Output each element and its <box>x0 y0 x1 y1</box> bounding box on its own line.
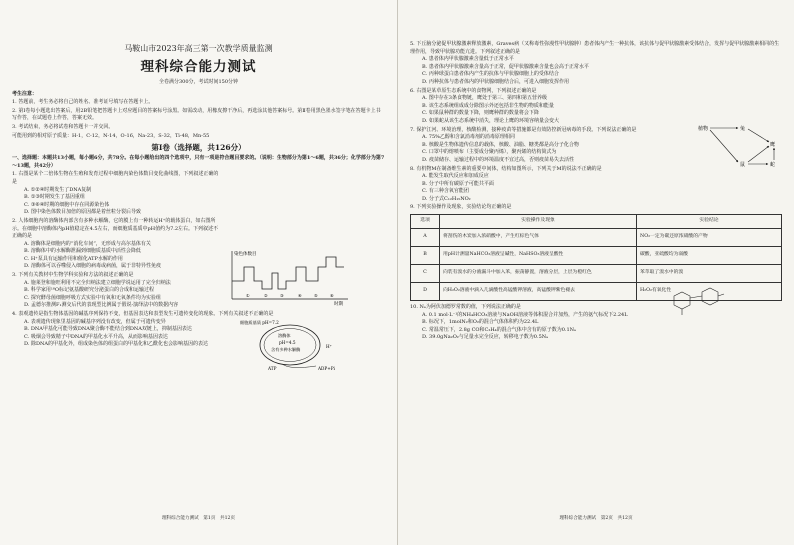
q5-option-a: A. 患者体内甲状腺激素含量低于正常水平 <box>422 56 514 63</box>
fig1-y-label: 染色体数目 <box>234 252 257 257</box>
row-c-label: C <box>411 265 440 283</box>
fig2-ph-in: pH=4.5 <box>279 340 296 345</box>
row-b-label: B <box>411 247 440 265</box>
row-b-conclusion: 碳酸，亚硫酸均为弱酸 <box>637 247 782 265</box>
fig1-x-label: 时期 <box>334 302 343 307</box>
q4-option-d: D. 除DNA的甲基化外，组成染色体的组蛋白的甲基化和乙酰化也会影响基因的表达 <box>24 341 209 348</box>
notice-2: 2. 第Ⅰ卷每小题选出答案后，用2B铅笔把答题卡上对应题目的答案标号涂黑。如需改动，用橡皮擦干净后，再选涂其他答案标号。第Ⅱ卷用黑色墨水签字笔在答题卡上书写作答，在试题卷上作答，答案无效。 <box>12 107 381 122</box>
table-row <box>411 247 782 265</box>
question-6: 6. 右图是某草原生态系统中的食物网，下列叙述正确的是 <box>410 87 537 94</box>
lysosome-figure <box>238 318 358 372</box>
fig2-atp: ATP <box>268 366 277 371</box>
row-d-label: D <box>411 283 440 301</box>
q8-option-d: D. 分子式C₁₂H₁₅NO₂ <box>422 195 471 202</box>
q2-option-b: B. 溶酶体中的水解酶泄漏到细胞质基质中活性会降低 <box>24 248 141 255</box>
row-b-operation: 用pH计测量NaHCO₃溶液呈碱性，NaHSO₃溶液呈酸性 <box>440 247 637 265</box>
question-5: 5. 下丘脑分泌促甲状腺激素释放激素，Graves病（又称毒性弥漫性甲状腺肿）患者体内产生一种抗体，该抗体与促甲状腺激素受体结合，发挥与促甲状腺激素相同的生理作用，导致甲状腺功能亢进。下列叙述正确的是 <box>410 41 780 55</box>
q10-option-d: D. 39.0gNa₂O₂与足量水完全反应，转移电子数为0.5Nₐ <box>422 334 549 341</box>
q8-option-b: B. 分子中所有碳原子可能共平面 <box>422 180 494 187</box>
question-7: 7. 保护江河、环境治理，核酸检测，接种疫苗等措施都是有效防控新冠病毒的手段。下列说法正确的是 <box>410 126 637 133</box>
q10-option-c: C. 常温常压下，2.8g CO和C₂H₄的混合气体中含有的原子数为0.1Nₐ <box>422 326 576 333</box>
fig1-mark-4: ④ <box>298 293 302 298</box>
q3-option-c: C. 探究酵母菌细胞呼吸方式实验中有氧和无氧条件均为实验组 <box>24 294 161 301</box>
table-row <box>411 229 782 247</box>
fig1-mark-1: ① <box>246 293 250 298</box>
table-row <box>411 265 782 283</box>
q7-option-a: A. 75%乙醇和含氯消毒剂的消毒原理相同 <box>422 134 515 141</box>
food-web-plant: 植物 <box>698 126 709 132</box>
q5-option-b: B. 患者体内甲状腺激素含量高于正常，促甲状腺激素含量也会高于正常水平 <box>422 63 589 70</box>
row-c-conclusion: 苯萃取了溴水中的溴 <box>637 265 782 283</box>
table-header-option: 选项 <box>411 215 440 229</box>
food-web-figure <box>696 120 784 170</box>
page-1-footer: 理科综合能力测试 第1页 共12页 <box>161 516 236 522</box>
q10-option-b: B. 标况下，1molN₂和O₂的混合气体体积约为22.4L <box>422 319 539 326</box>
page-2-footer: 理科综合能力测试 第2页 共12页 <box>559 516 633 522</box>
food-web-mouse: 鼠 <box>740 162 746 168</box>
question-9: 9. 下列实验操作及现象，实验结论均正确的是 <box>410 204 512 211</box>
fig2-inner-label: 溶酶体 <box>278 333 291 338</box>
exam-subtitle: 全卷满分300分，考试时间150分钟 <box>158 79 239 85</box>
question-4: 4. 表观遗传是指生物体基因的碱基序列保持不变，但基因表达和表型发生可遗传变化的现象。下列有关叙述不正确的是 <box>12 311 274 318</box>
choice-intro: 一、选择题：本题共13小题，每小题6分，共78分。在每小题给出的四个选项中，只有一项是符合题目要求的。（说明：生物部分为第1～6题，共36分；化学部分为第7～13题，共42分） <box>12 155 385 169</box>
exam-title: 理科综合能力测试 <box>140 59 257 75</box>
fig1-mark-6: ⑥ <box>330 293 334 298</box>
q2-option-c: C. H⁺泵具有运输作用和催化ATP水解的作用 <box>24 255 123 262</box>
q4-option-c: C. 吸烟会导致精子中DNA的甲基化水平升高，从而影响基因表达 <box>24 333 168 340</box>
notice-3: 3. 考试结束，务必将试卷和答题卡一并交回。 <box>12 123 114 130</box>
q4-option-b: B. DNA甲基化可能导致DNA聚合酶不能结合到DNA双链上，抑制基因表达 <box>24 326 192 333</box>
food-web-hawk: 鹰 <box>770 142 776 148</box>
q6-option-a: A. 图中存在3条食物链，鹰处于第三、第四和第五营养级 <box>422 95 547 102</box>
question-1: 1. 右图是某个二倍体生物在生殖和发育过程中细胞内染色体数目变化曲线图，下列叙述正确的是 <box>12 171 219 185</box>
row-c-operation: 向装有溴水的分液漏斗中加入苯，振荡静置，溶液分层，上层为橙红色 <box>440 265 637 283</box>
q7-option-d: D. 疫苗储存、运输过程中的环境温度不宜过高，否则疫苗易失去活性 <box>422 156 575 163</box>
q5-option-c: C. 丙种球蛋白患者体内产生的抗体与甲状腺细胞上的受体结合 <box>422 71 559 78</box>
chromosome-curve-figure <box>222 247 352 307</box>
question-2: 2. 人体细胞内的溶酶体内部含有多种水解酶，它的膜上有一种转运H⁺的载体蛋白，如右图所示。在细胞中溶酶体内pH值稳定在4.5左右，而细胞质基质中pH值约为7.2左右。下列叙述不正确的是 <box>12 217 219 240</box>
atomic-masses: 可能用到的相对原子质量：H-1，C-12，N-14，O-16，Na-23，S-32，Ti-48，Mn-55 <box>12 132 210 139</box>
q8-option-a: A. 能发生取代反应和加成反应 <box>422 173 489 180</box>
q1-option-a: A. ①②④时期发生了DNA复制 <box>24 186 92 193</box>
fig2-water: 含有多种水解酶 <box>271 347 301 352</box>
exam-page-2 <box>397 0 794 545</box>
fig2-ph-out: 细胞质基质 pH=7.2 <box>240 320 279 325</box>
fig1-mark-5: ⑤ <box>314 293 318 298</box>
row-d-operation: 向H₂O₂溶液中滴入几滴酸性高锰酸钾溶液，高锰酸钾紫色褪去 <box>440 283 637 301</box>
q3-option-a: A. 施莱登和施旺利用不完全归纳法建立细胞学说运用了完全归纳法 <box>24 279 171 286</box>
molecule-structure-figure <box>662 284 728 318</box>
fig2-h-ion: H⁺ <box>326 344 332 349</box>
row-a-operation: 将刮伤的木炭加入浓硝酸中，产生红棕色气体 <box>440 229 637 247</box>
q7-option-b: B. 核酸是生物体遗传信息的载体，核酸、油脂、糖类都是高分子化合物 <box>422 141 579 148</box>
food-web-snake: 蛇 <box>770 162 776 168</box>
q1-option-c: C. ③⑥④时期的细胞中存在同源染色体 <box>24 201 110 208</box>
q6-option-d: D. 如果蛇从该生态系统中消失，理论上鹰的环境容纳量会变大 <box>422 117 560 124</box>
question-10: 10. Nₐ为阿伏加德罗常数的值，下列说法正确的是 <box>410 304 521 311</box>
q3-option-d: D. 孟德尔推测F₁测交后代的表现型比例属于假说-演绎法中的数据内容 <box>24 302 179 309</box>
notice-1: 1. 答题前，考生务必将自己的姓名、准考证号填写在答题卡上。 <box>12 99 154 106</box>
q7-option-c: C. 口罩中的熔喷布（主要成分聚丙烯），聚丙烯的结构简式为 <box>422 149 557 156</box>
q10-option-a: A. 0.1 mol·L⁻¹的NH₄HCO₃溶液与NaOH溶液等体积混合并加热，产生的氨气标况下2.24L <box>422 311 628 318</box>
table-header-row <box>411 215 782 229</box>
section-title: 第Ⅰ卷（选择题，共126分） <box>151 143 246 153</box>
notice-label: 考生注意： <box>12 90 38 97</box>
exam-header: 马鞍山市2023年高三第一次教学质量监测 <box>124 44 273 53</box>
table-header-conclusion: 实验结论 <box>637 215 782 229</box>
question-8: 8. 有机物M在制备维生素的重要中间体，结构如图所示，下列关于M的说法不正确的是 <box>410 165 602 172</box>
table-header-operation: 实验操作及现象 <box>440 215 637 229</box>
food-web-rabbit: 兔 <box>740 126 746 132</box>
fig1-mark-3: ③ <box>280 293 284 298</box>
q6-option-b: B. 该生态系统组成成分除图示外还包括非生物的物质和能量 <box>422 102 554 109</box>
q3-option-b: B. 科学家用¹⁸O标记氨基酸研究分泌蛋白的合成和运输过程 <box>24 287 154 294</box>
row-d-conclusion: H₂O₂有氧化性 <box>637 283 782 301</box>
row-a-conclusion: NO₂一定为碳还原浓硝酸的产物 <box>637 229 782 247</box>
q1-option-b: B. ①③时期发生了基因重组 <box>24 194 85 201</box>
q4-option-a: A. 表观遗传现象里基因的碱基序列没有改变，但属于可遗传变异 <box>24 318 166 325</box>
question-3: 3. 下列有关教材中生物学科实验和方法的叙述正确的是 <box>12 272 134 279</box>
q8-option-c: C. 有三种含氧官能团 <box>422 188 469 195</box>
q2-option-d: D. 溶酶体可以吞噬侵入细胞的病毒或病菌，属于非特异性免疫 <box>24 263 162 270</box>
fig2-adp: ADP+Pi <box>318 366 335 371</box>
q1-option-d: D. 图中染色体数目加倍的原因都是着丝粒分裂后导致 <box>24 209 142 216</box>
q6-option-c: C. 如果鼠种群的数量下降，则鹰种群的数量将会下降 <box>422 110 539 117</box>
q5-option-d: D. 丙种抗体与患者体内的甲状腺细胞结合后，可进入细胞发挥作用 <box>422 78 570 85</box>
q2-option-a: A. 溶酶体是细胞内的“消化车间”，无形成与高尔基体有关 <box>24 240 151 247</box>
fig1-mark-2: ② <box>264 293 268 298</box>
row-a-label: A <box>411 229 440 247</box>
